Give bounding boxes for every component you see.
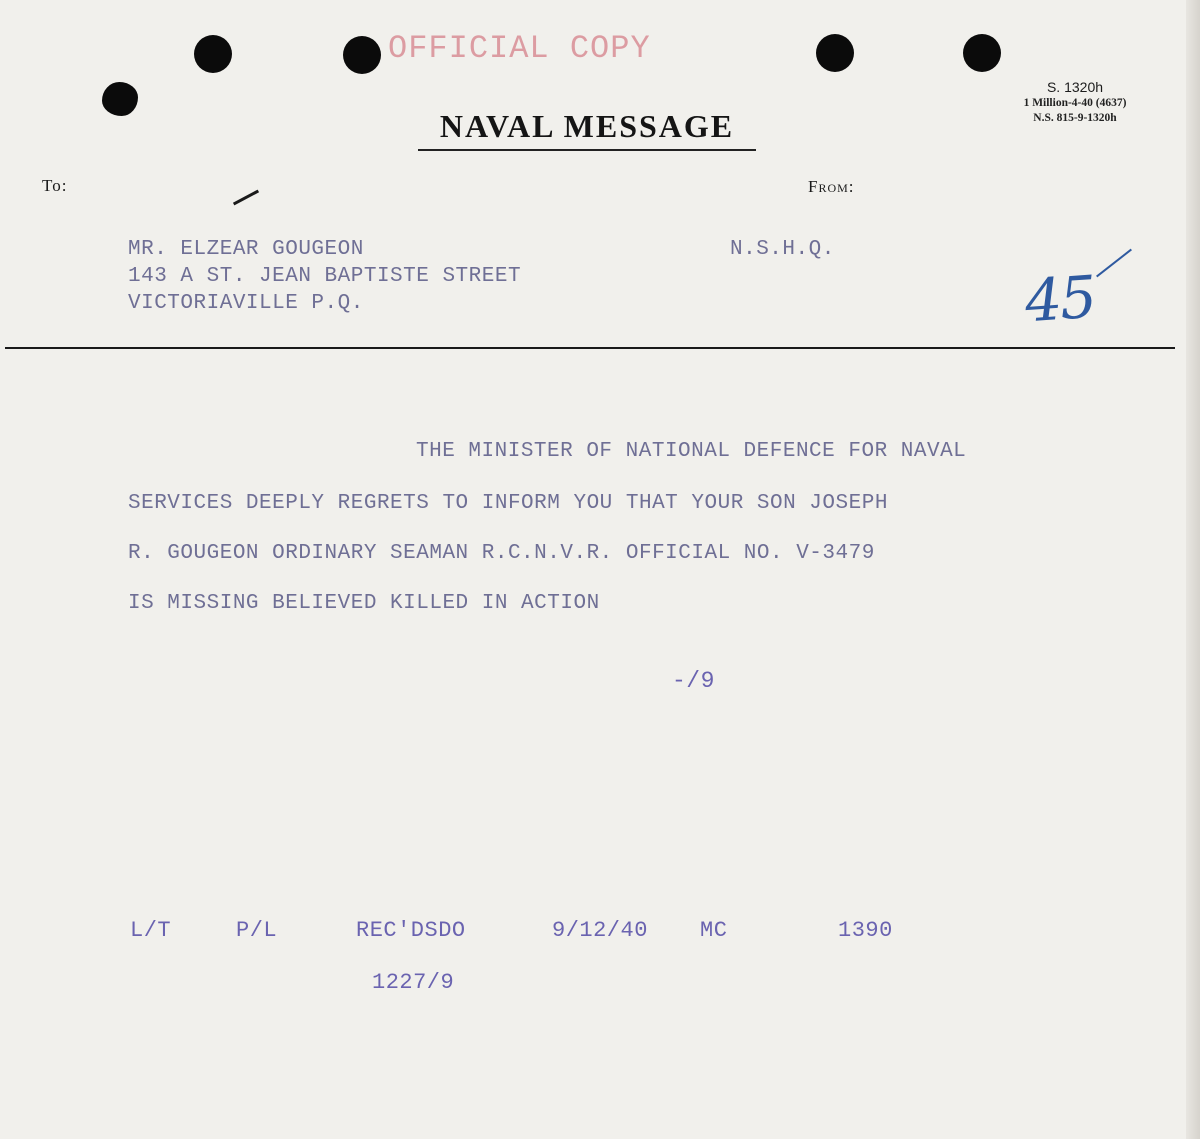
header-divider: [5, 347, 1175, 349]
footer-time: 1227/9: [372, 970, 455, 995]
recipient-city: VICTORIAVILLE P.Q.: [128, 292, 364, 315]
form-code-print-run: 1 Million-4-40 (4637): [1023, 97, 1127, 109]
recipient-name: MR. ELZEAR GOUGEON: [128, 238, 364, 261]
sender-name: N.S.H.Q.: [730, 238, 835, 261]
torn-punch-hole: [102, 82, 138, 116]
footer-item: REC'DSDO: [356, 918, 466, 943]
form-code: [990, 78, 1160, 126]
message-line: THE MINISTER OF NATIONAL DEFENCE FOR NAVAL: [416, 440, 967, 463]
message-line: IS MISSING BELIEVED KILLED IN ACTION: [128, 592, 600, 615]
handwritten-number: 45: [1022, 262, 1098, 336]
form-code-main: S. 1320h: [1046, 79, 1104, 95]
message-line: SERVICES DEEPLY REGRETS TO INFORM YOU THAT YOUR SON JOSEPH: [128, 492, 888, 515]
punch-hole: [816, 34, 854, 72]
punch-hole: [194, 35, 232, 73]
handwritten-stroke: [1096, 249, 1132, 278]
footer-item: 1390: [838, 918, 893, 943]
to-label: To:: [42, 176, 68, 195]
document-title: NAVAL MESSAGE: [418, 108, 756, 151]
recipient-street: 143 A ST. JEAN BAPTISTE STREET: [128, 265, 522, 288]
footer-item: MC: [700, 918, 728, 943]
pen-tick-mark: [233, 190, 259, 206]
footer-item: P/L: [236, 918, 278, 943]
message-line: R. GOUGEON ORDINARY SEAMAN R.C.N.V.R. OFFICIAL NO. V-3479: [128, 542, 875, 565]
footer-item: L/T: [130, 918, 172, 943]
paper-edge: [1186, 0, 1200, 1139]
punch-hole: [963, 34, 1001, 72]
form-code-reference: N.S. 815-9-1320h: [1033, 112, 1117, 124]
footer-date: 9/12/40: [552, 918, 648, 943]
official-copy-stamp: OFFICIAL COPY: [388, 30, 651, 67]
signature-mark: -/9: [672, 668, 715, 694]
from-label: From:: [808, 177, 855, 196]
punch-hole: [343, 36, 381, 74]
